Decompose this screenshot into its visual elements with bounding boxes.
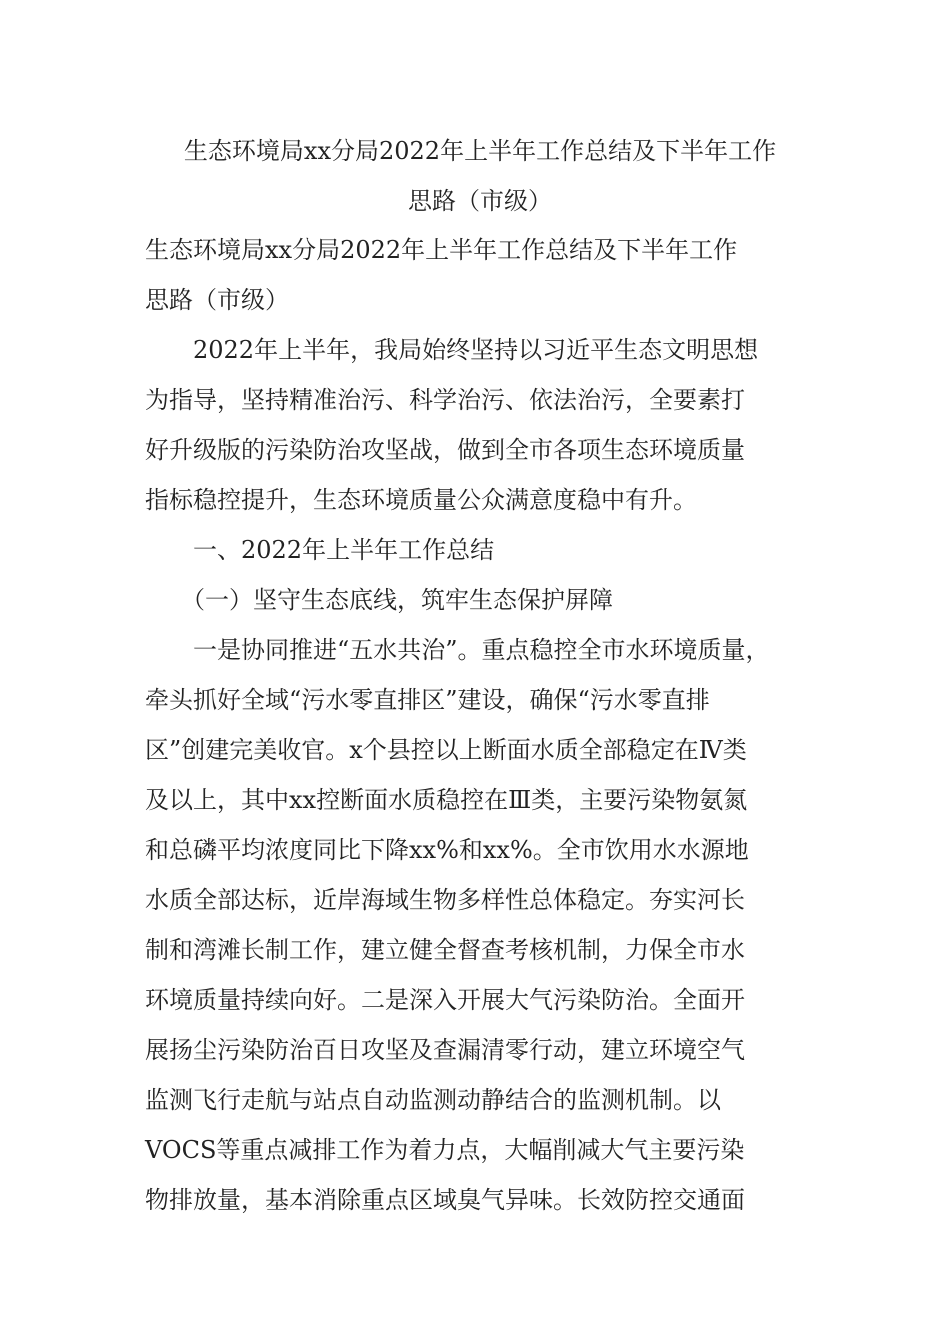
body-line-7: 一是协同推进“五水共治”。重点稳控全市水环境质量， — [145, 636, 770, 664]
title-line-2: 思路（市级） — [408, 187, 552, 215]
body-line-15: 展扬尘污染防治百日攻坚及查漏清零行动，建立环境空气 — [145, 1036, 745, 1064]
body-line-1: 2022年上半年，我局始终坚持以习近平生态文明思想 — [145, 336, 759, 364]
body-line-12: 水质全部达标，近岸海域生物多样性总体稳定。夯实河长 — [145, 886, 745, 914]
body-line-14: 环境质量持续向好。二是深入开展大气污染防治。全面开 — [145, 986, 745, 1014]
body-line-17: VOCS等重点减排工作为着力点，大幅削减大气主要污染 — [145, 1136, 745, 1164]
subsection-heading-1: （一）坚守生态底线，筑牢生态保护屏障 — [145, 586, 613, 614]
subtitle-line-2: 思路（市级） — [145, 286, 289, 314]
subtitle-line-1: 生态环境局xx分局2022年上半年工作总结及下半年工作 — [145, 236, 738, 264]
document-title — [145, 126, 815, 226]
body-line-4: 指标稳控提升，生态环境质量公众满意度稳中有升。 — [145, 486, 697, 514]
body-line-8: 牵头抓好全域“污水零直排区”建设，确保“污水零直排 — [145, 686, 710, 714]
body-line-9: 区”创建完美收官。x个县控以上断面水质全部稳定在Ⅳ类 — [145, 736, 747, 764]
body-line-18: 物排放量，基本消除重点区域臭气异味。长效防控交通面 — [145, 1186, 745, 1214]
section-heading-1: 一、2022年上半年工作总结 — [145, 536, 495, 564]
body-line-2: 为指导，坚持精准治污、科学治污、依法治污，全要素打 — [145, 386, 745, 414]
document-body — [145, 225, 815, 1225]
body-line-10: 及以上，其中xx控断面水质稳控在Ⅲ类，主要污染物氨氮 — [145, 786, 748, 814]
body-line-13: 制和湾滩长制工作，建立健全督查考核机制，力保全市水 — [145, 936, 745, 964]
body-line-3: 好升级版的污染防治攻坚战，做到全市各项生态环境质量 — [145, 436, 745, 464]
body-line-16: 监测飞行走航与站点自动监测动静结合的监测机制。以 — [145, 1086, 721, 1114]
title-line-1: 生态环境局xx分局2022年上半年工作总结及下半年工作 — [183, 137, 777, 165]
body-line-11: 和总磷平均浓度同比下降xx%和xx%。全市饮用水水源地 — [145, 836, 749, 864]
